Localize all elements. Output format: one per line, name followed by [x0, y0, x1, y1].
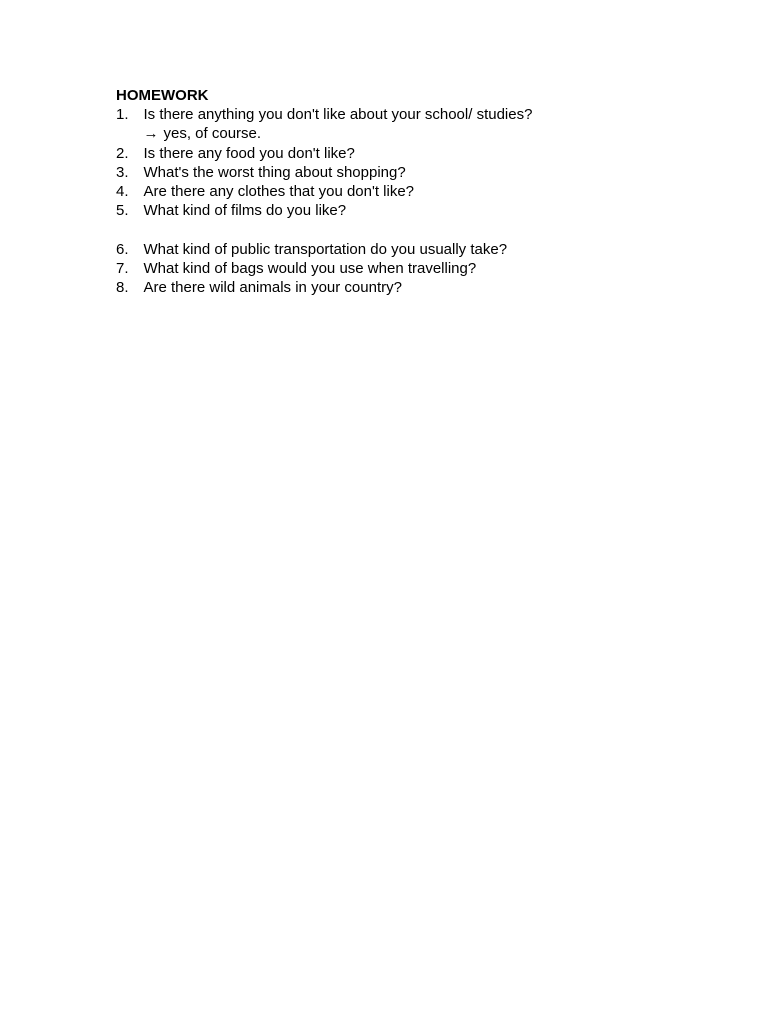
- question-item-2: [116, 144, 676, 163]
- question-text: What's the worst thing about shopping?: [143, 163, 406, 181]
- question-text: Are there wild animals in your country?: [143, 278, 402, 296]
- question-number: 4.: [116, 182, 129, 200]
- question-text: Is there any food you don't like?: [143, 144, 355, 162]
- question-item-7: [116, 259, 676, 278]
- question-text: What kind of bags would you use when travelling?: [143, 259, 477, 277]
- question-text: What kind of public transportation do you usually take?: [143, 240, 508, 258]
- question-number: 1.: [116, 106, 129, 124]
- question-text: What kind of films do you like?: [143, 202, 347, 220]
- question-number: 7.: [116, 259, 129, 277]
- question-number: 2.: [116, 144, 129, 162]
- question-item-1: [116, 105, 676, 124]
- question-item-5: [116, 201, 676, 220]
- homework-heading: HOMEWORK: [116, 87, 209, 104]
- answer-text: yes, of course.: [163, 125, 262, 143]
- question-item-6: [116, 240, 676, 259]
- question-number: 6.: [116, 240, 129, 258]
- question-item-8: [116, 278, 676, 297]
- question-text: Is there anything you don't like about your school/ studies?: [143, 106, 533, 124]
- blank-line: [116, 220, 676, 239]
- question-number: 5.: [116, 202, 129, 220]
- question-text: Are there any clothes that you don't like?: [143, 182, 415, 200]
- question-number: 8.: [116, 278, 129, 296]
- question-item-4: [116, 182, 676, 201]
- question-number: 3.: [116, 163, 129, 181]
- answer-line-1: [116, 124, 676, 143]
- homework-content: [116, 86, 676, 297]
- arrow-right-icon: →: [143, 125, 159, 143]
- question-item-3: [116, 163, 676, 182]
